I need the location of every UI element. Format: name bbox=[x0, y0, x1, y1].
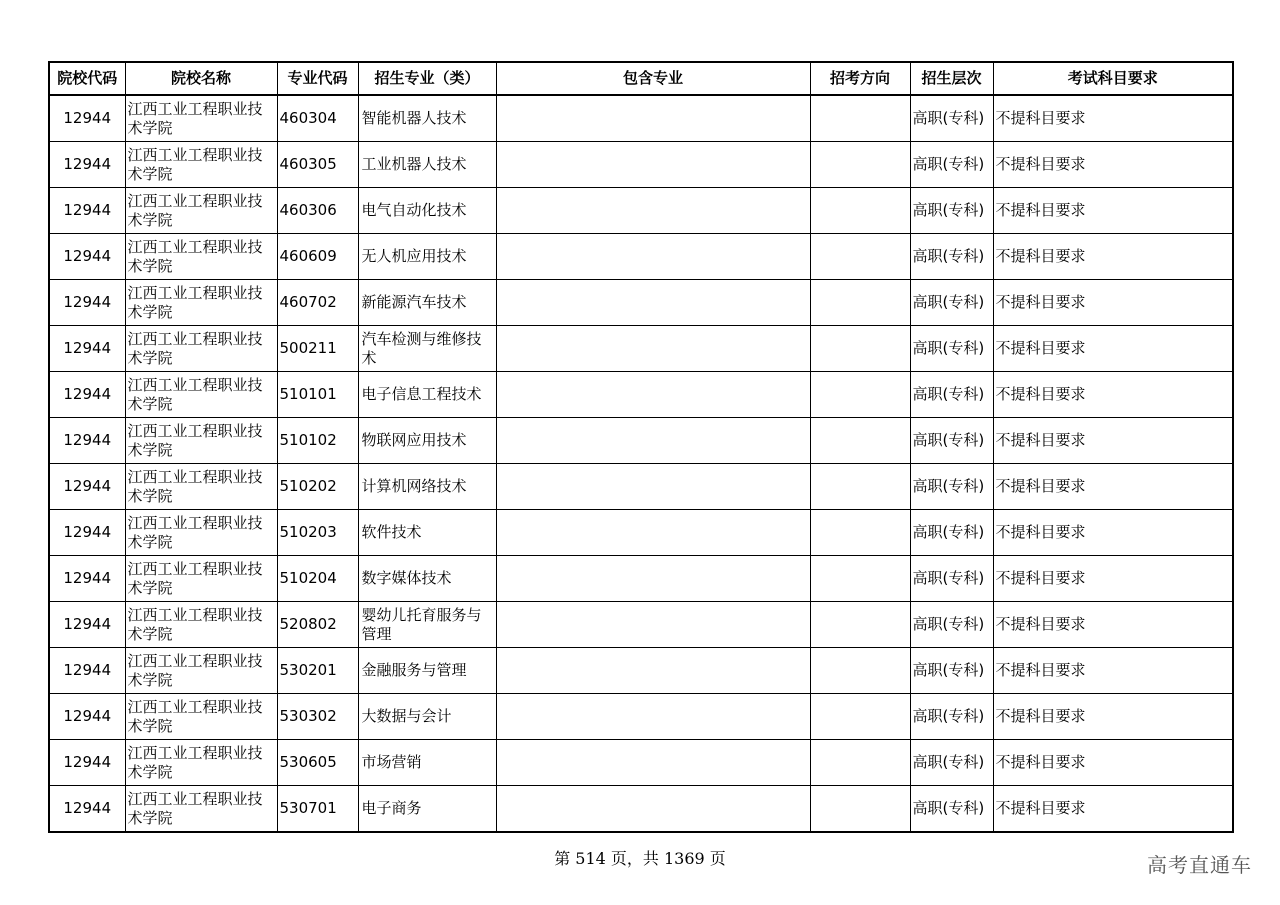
cell-direction bbox=[810, 326, 910, 372]
cell-school-name: 江西工业工程职业技术学院 bbox=[125, 786, 277, 833]
cell-major: 电子商务 bbox=[358, 786, 496, 833]
cell-major-code: 460702 bbox=[277, 280, 358, 326]
table-row bbox=[49, 142, 1233, 188]
cell-school-code: 12944 bbox=[49, 326, 125, 372]
cell-school-name: 江西工业工程职业技术学院 bbox=[125, 234, 277, 280]
header-included-majors: 包含专业 bbox=[496, 62, 810, 95]
cell-level: 高职(专科) bbox=[910, 234, 993, 280]
header-subject-requirements: 考试科目要求 bbox=[993, 62, 1233, 95]
cell-school-name: 江西工业工程职业技术学院 bbox=[125, 556, 277, 602]
cell-direction bbox=[810, 740, 910, 786]
cell-included-majors bbox=[496, 602, 810, 648]
cell-major-code: 520802 bbox=[277, 602, 358, 648]
cell-subject-requirements: 不提科目要求 bbox=[993, 556, 1233, 602]
cell-major-code: 530701 bbox=[277, 786, 358, 833]
cell-level: 高职(专科) bbox=[910, 372, 993, 418]
header-level: 招生层次 bbox=[910, 62, 993, 95]
table-body bbox=[49, 95, 1233, 832]
header-school-name: 院校名称 bbox=[125, 62, 277, 95]
cell-level: 高职(专科) bbox=[910, 510, 993, 556]
cell-school-code: 12944 bbox=[49, 234, 125, 280]
table-row bbox=[49, 372, 1233, 418]
cell-school-name: 江西工业工程职业技术学院 bbox=[125, 326, 277, 372]
cell-direction bbox=[810, 648, 910, 694]
cell-major-code: 530302 bbox=[277, 694, 358, 740]
cell-school-name: 江西工业工程职业技术学院 bbox=[125, 188, 277, 234]
admissions-table bbox=[48, 61, 1234, 833]
watermark-logo-text: 高考直通车 bbox=[1147, 853, 1252, 877]
cell-major-code: 510203 bbox=[277, 510, 358, 556]
cell-subject-requirements: 不提科目要求 bbox=[993, 188, 1233, 234]
table-row bbox=[49, 510, 1233, 556]
cell-included-majors bbox=[496, 188, 810, 234]
cell-level: 高职(专科) bbox=[910, 418, 993, 464]
cell-included-majors bbox=[496, 142, 810, 188]
cell-school-name: 江西工业工程职业技术学院 bbox=[125, 464, 277, 510]
cell-subject-requirements: 不提科目要求 bbox=[993, 418, 1233, 464]
cell-level: 高职(专科) bbox=[910, 280, 993, 326]
cell-subject-requirements: 不提科目要求 bbox=[993, 694, 1233, 740]
cell-major: 金融服务与管理 bbox=[358, 648, 496, 694]
cell-major: 电子信息工程技术 bbox=[358, 372, 496, 418]
cell-included-majors bbox=[496, 280, 810, 326]
cell-subject-requirements: 不提科目要求 bbox=[993, 280, 1233, 326]
cell-major-code: 500211 bbox=[277, 326, 358, 372]
cell-level: 高职(专科) bbox=[910, 602, 993, 648]
table-row bbox=[49, 556, 1233, 602]
cell-major-code: 510102 bbox=[277, 418, 358, 464]
cell-level: 高职(专科) bbox=[910, 326, 993, 372]
cell-subject-requirements: 不提科目要求 bbox=[993, 602, 1233, 648]
cell-major-code: 530201 bbox=[277, 648, 358, 694]
cell-major-code: 510101 bbox=[277, 372, 358, 418]
cell-school-name: 江西工业工程职业技术学院 bbox=[125, 648, 277, 694]
table-row bbox=[49, 234, 1233, 280]
cell-included-majors bbox=[496, 648, 810, 694]
cell-major: 大数据与会计 bbox=[358, 694, 496, 740]
cell-school-name: 江西工业工程职业技术学院 bbox=[125, 372, 277, 418]
cell-direction bbox=[810, 142, 910, 188]
cell-level: 高职(专科) bbox=[910, 142, 993, 188]
cell-school-name: 江西工业工程职业技术学院 bbox=[125, 418, 277, 464]
table-row bbox=[49, 188, 1233, 234]
cell-school-code: 12944 bbox=[49, 740, 125, 786]
header-school-code: 院校代码 bbox=[49, 62, 125, 95]
cell-school-name: 江西工业工程职业技术学院 bbox=[125, 694, 277, 740]
cell-school-code: 12944 bbox=[49, 464, 125, 510]
cell-included-majors bbox=[496, 786, 810, 833]
cell-major: 数字媒体技术 bbox=[358, 556, 496, 602]
cell-major-code: 460609 bbox=[277, 234, 358, 280]
cell-included-majors bbox=[496, 556, 810, 602]
cell-subject-requirements: 不提科目要求 bbox=[993, 786, 1233, 833]
cell-major: 计算机网络技术 bbox=[358, 464, 496, 510]
cell-school-name: 江西工业工程职业技术学院 bbox=[125, 740, 277, 786]
cell-subject-requirements: 不提科目要求 bbox=[993, 510, 1233, 556]
cell-school-code: 12944 bbox=[49, 188, 125, 234]
cell-direction bbox=[810, 95, 910, 142]
table-row bbox=[49, 280, 1233, 326]
cell-subject-requirements: 不提科目要求 bbox=[993, 740, 1233, 786]
cell-level: 高职(专科) bbox=[910, 740, 993, 786]
cell-level: 高职(专科) bbox=[910, 95, 993, 142]
cell-included-majors bbox=[496, 234, 810, 280]
cell-school-code: 12944 bbox=[49, 372, 125, 418]
table-row bbox=[49, 694, 1233, 740]
cell-school-code: 12944 bbox=[49, 95, 125, 142]
cell-direction bbox=[810, 556, 910, 602]
cell-major: 婴幼儿托育服务与管理 bbox=[358, 602, 496, 648]
cell-direction bbox=[810, 188, 910, 234]
cell-level: 高职(专科) bbox=[910, 786, 993, 833]
cell-major-code: 460304 bbox=[277, 95, 358, 142]
table-row bbox=[49, 648, 1233, 694]
cell-major-code: 530605 bbox=[277, 740, 358, 786]
cell-subject-requirements: 不提科目要求 bbox=[993, 95, 1233, 142]
cell-subject-requirements: 不提科目要求 bbox=[993, 234, 1233, 280]
header-direction: 招考方向 bbox=[810, 62, 910, 95]
table-row bbox=[49, 326, 1233, 372]
cell-subject-requirements: 不提科目要求 bbox=[993, 142, 1233, 188]
cell-direction bbox=[810, 418, 910, 464]
cell-subject-requirements: 不提科目要求 bbox=[993, 372, 1233, 418]
cell-subject-requirements: 不提科目要求 bbox=[993, 464, 1233, 510]
table-row bbox=[49, 418, 1233, 464]
cell-major: 市场营销 bbox=[358, 740, 496, 786]
cell-school-name: 江西工业工程职业技术学院 bbox=[125, 602, 277, 648]
admissions-table-container bbox=[48, 61, 1234, 833]
table-row bbox=[49, 464, 1233, 510]
cell-school-name: 江西工业工程职业技术学院 bbox=[125, 510, 277, 556]
table-row bbox=[49, 602, 1233, 648]
table-row bbox=[49, 740, 1233, 786]
cell-school-name: 江西工业工程职业技术学院 bbox=[125, 95, 277, 142]
cell-major: 智能机器人技术 bbox=[358, 95, 496, 142]
cell-included-majors bbox=[496, 510, 810, 556]
page-number: 第 514 页，共 1369 页 bbox=[554, 849, 726, 868]
cell-school-code: 12944 bbox=[49, 556, 125, 602]
header-major: 招生专业（类） bbox=[358, 62, 496, 95]
cell-major-code: 460305 bbox=[277, 142, 358, 188]
cell-school-code: 12944 bbox=[49, 418, 125, 464]
cell-direction bbox=[810, 372, 910, 418]
cell-school-code: 12944 bbox=[49, 648, 125, 694]
cell-major-code: 510202 bbox=[277, 464, 358, 510]
cell-subject-requirements: 不提科目要求 bbox=[993, 326, 1233, 372]
cell-school-code: 12944 bbox=[49, 142, 125, 188]
cell-level: 高职(专科) bbox=[910, 694, 993, 740]
cell-included-majors bbox=[496, 694, 810, 740]
cell-major: 汽车检测与维修技术 bbox=[358, 326, 496, 372]
cell-school-code: 12944 bbox=[49, 510, 125, 556]
cell-school-code: 12944 bbox=[49, 280, 125, 326]
cell-direction bbox=[810, 464, 910, 510]
cell-major: 新能源汽车技术 bbox=[358, 280, 496, 326]
cell-direction bbox=[810, 234, 910, 280]
cell-major-code: 460306 bbox=[277, 188, 358, 234]
cell-level: 高职(专科) bbox=[910, 188, 993, 234]
cell-major-code: 510204 bbox=[277, 556, 358, 602]
cell-major: 工业机器人技术 bbox=[358, 142, 496, 188]
table-header-row bbox=[49, 62, 1233, 95]
cell-school-code: 12944 bbox=[49, 602, 125, 648]
cell-major: 无人机应用技术 bbox=[358, 234, 496, 280]
cell-included-majors bbox=[496, 326, 810, 372]
header-major-code: 专业代码 bbox=[277, 62, 358, 95]
cell-school-name: 江西工业工程职业技术学院 bbox=[125, 142, 277, 188]
cell-direction bbox=[810, 602, 910, 648]
cell-included-majors bbox=[496, 740, 810, 786]
cell-included-majors bbox=[496, 372, 810, 418]
cell-school-code: 12944 bbox=[49, 786, 125, 833]
cell-direction bbox=[810, 694, 910, 740]
cell-level: 高职(专科) bbox=[910, 464, 993, 510]
cell-included-majors bbox=[496, 418, 810, 464]
cell-direction bbox=[810, 510, 910, 556]
cell-direction bbox=[810, 786, 910, 833]
cell-school-code: 12944 bbox=[49, 694, 125, 740]
cell-school-name: 江西工业工程职业技术学院 bbox=[125, 280, 277, 326]
cell-major: 软件技术 bbox=[358, 510, 496, 556]
table-row bbox=[49, 786, 1233, 833]
cell-major: 物联网应用技术 bbox=[358, 418, 496, 464]
cell-level: 高职(专科) bbox=[910, 648, 993, 694]
cell-direction bbox=[810, 280, 910, 326]
cell-level: 高职(专科) bbox=[910, 556, 993, 602]
cell-major: 电气自动化技术 bbox=[358, 188, 496, 234]
cell-included-majors bbox=[496, 95, 810, 142]
cell-subject-requirements: 不提科目要求 bbox=[993, 648, 1233, 694]
cell-included-majors bbox=[496, 464, 810, 510]
table-row bbox=[49, 95, 1233, 142]
